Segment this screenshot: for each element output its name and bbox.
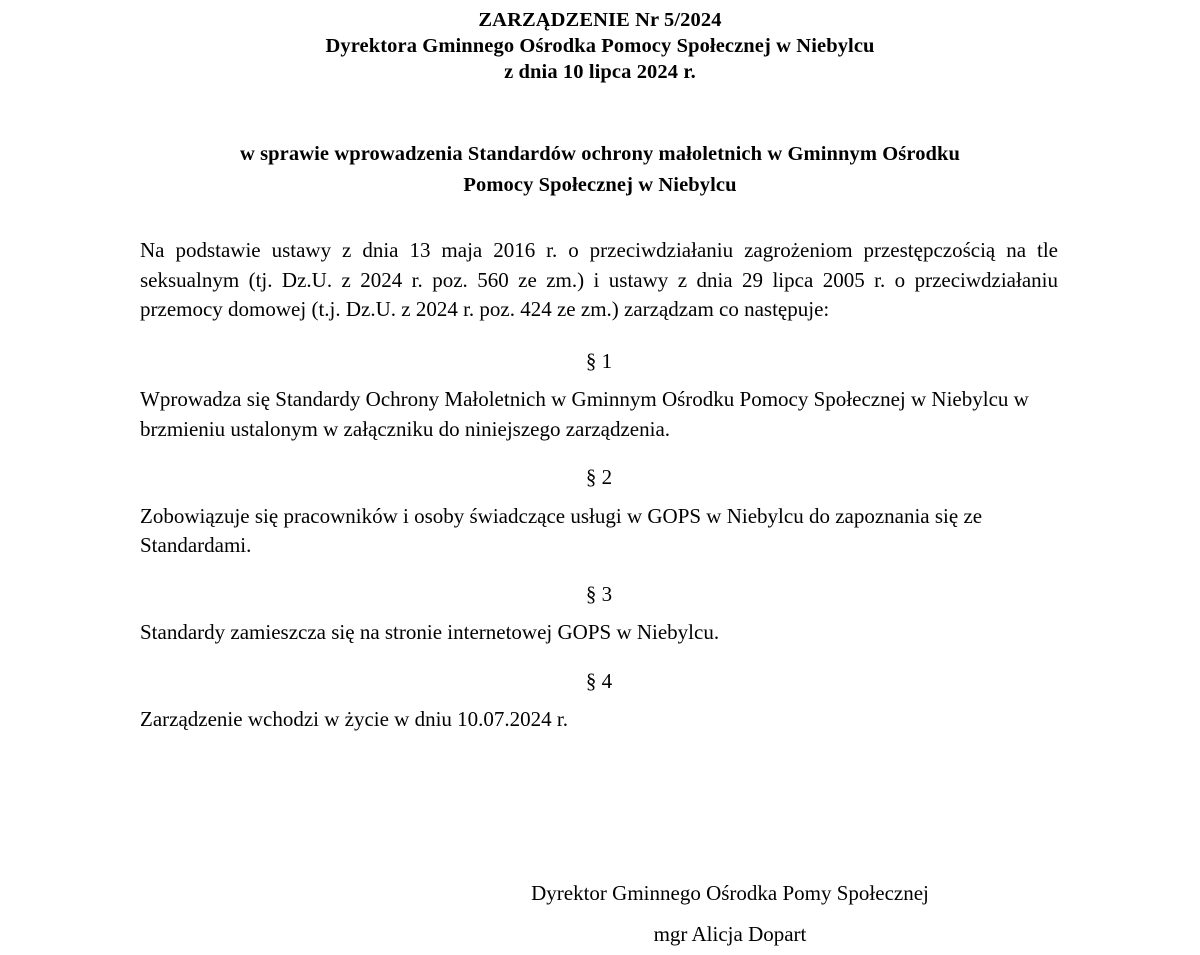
document-body — [140, 236, 1058, 735]
document-title-line-2: Dyrektora Gminnego Ośrodka Pomocy Społecznej w Niebylcu — [325, 35, 875, 57]
section-body-4: Zarządzenie wchodzi w życie w dniu 10.07.2024 r. — [140, 707, 569, 731]
document-subtitle-line-2: Pomocy Społecznej w Niebylcu — [463, 174, 737, 196]
section-mark-4: § 4 — [585, 668, 613, 693]
document-title-line-1: ZARZĄDZENIE Nr 5/2024 — [478, 9, 722, 31]
signature-title: Dyrektor Gminnego Ośrodka Pomy Społecznej — [531, 881, 929, 905]
legal-basis-paragraph: Na podstawie ustawy z dnia 13 maja 2016 r. o przeciwdziałaniu zagrożeniom przestępczością na tle seksualnym (tj. Dz.U. z 2024 r. poz. 560 ze zm.) i ustawy z dnia 29 lipca 2005 r. o przeciwdziałaniu przemocy domowej (t.j. Dz.U. z 2024 r. poz. 424 ze zm.) zarządzam co następuje: — [140, 238, 1058, 321]
section-mark-3: § 3 — [585, 581, 613, 606]
section-body-3: Standardy zamieszcza się na stronie internetowej GOPS w Niebylcu. — [140, 620, 720, 644]
document-title-line-3: z dnia 10 lipca 2024 r. — [504, 61, 696, 83]
section-mark-2: § 2 — [585, 465, 613, 489]
document-subtitle-line-1: w sprawie wprowadzenia Standardów ochrony małoletnich w Gminnym Ośrodku — [239, 143, 961, 165]
signature-block — [460, 873, 1000, 955]
section-body-1: Wprowadza się Standardy Ochrony Małoletnich w Gminnym Ośrodku Pomocy Społecznej w Niebylcu w brzmieniu ustalonym w załączniku do niniejszego zarządzenia. — [140, 387, 1029, 441]
signature-name: mgr Alicja Dopart — [653, 922, 807, 946]
document-title-block — [0, 7, 1200, 85]
section-body-2: Zobowiązuje się pracowników i osoby świadczące usługi w GOPS w Niebylcu do zapoznania się ze Standardami. — [140, 503, 983, 557]
section-mark-1: § 1 — [585, 348, 613, 373]
document-subtitle-block — [0, 139, 1200, 201]
